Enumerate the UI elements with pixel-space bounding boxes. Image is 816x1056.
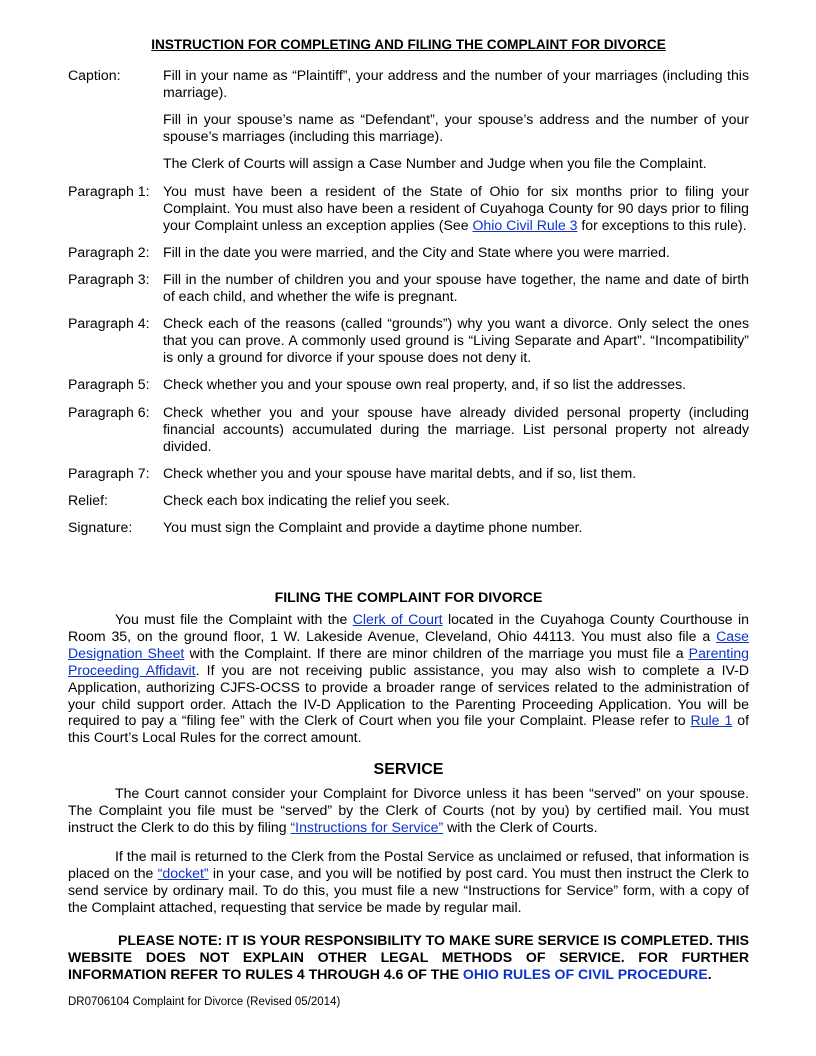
instruction-label: Signature: (68, 519, 133, 536)
service-paragraph-2 (68, 848, 749, 916)
instruction-paragraph-7 (68, 465, 749, 482)
parenting-proceeding-affidavit-link[interactable]: Parenting Proceeding Affidavit (68, 644, 750, 678)
instruction-paragraph-4 (68, 315, 749, 366)
instruction-text (163, 67, 749, 172)
note-end: . (707, 966, 712, 983)
filing-text: of this Court’s Local Rules for the correct amount. (68, 712, 749, 746)
instruction-caption (68, 67, 749, 172)
instruction-label: Paragraph 2: (68, 243, 150, 260)
instruction-label: Paragraph 7: (68, 464, 150, 481)
filing-text: . If you are not receiving public assistance, you may also wish to complete a IV-D Application, authorizing CJFS-OCSS to provide a broader range of services related to the administration of your child support order. Attach the IV-D Application to the Parenting Proceeding Application. You will be required to pay a “filing fee” with the Clerk of Court when you file your Complaint. Please refer to (68, 661, 750, 729)
please-note-warning (68, 932, 749, 984)
service-text: The Court cannot consider your Complaint for Divorce unless it has been “served” on your spouse. The Complaint you file must be “served” by the Clerk of Courts (not by you) by certified mail. You must instruct the Clerk to do this by filing (68, 785, 749, 835)
instruction-label: Paragraph 5: (68, 376, 150, 393)
instruction-label: Caption: (68, 67, 121, 83)
instruction-label: Paragraph 3: (68, 271, 150, 288)
service-text: with the Clerk of Courts. (443, 818, 598, 835)
ohio-rules-civil-procedure-link[interactable]: OHIO RULES OF CIVIL PROCEDURE (462, 966, 708, 983)
instruction-label: Paragraph 6: (68, 403, 150, 420)
form-footer: DR0706104 Complaint for Divorce (Revised 05/2014) (68, 996, 341, 1008)
instruction-text: You must sign the Complaint and provide a daytime phone number. (163, 519, 583, 536)
instruction-relief (68, 492, 749, 509)
instruction-text: Fill in the number of children you and your spouse have together, the name and date of birth of each child, and whether the wife is pregnant. (163, 271, 749, 305)
instruction-text: Check whether you and your spouse have already divided personal property (including financial accounts) accumulated during the marriage. List personal property not already divided. (163, 403, 749, 454)
filing-section-title: FILING THE COMPLAINT FOR DIVORCE (274, 589, 543, 605)
service-text: If the mail is returned to the Clerk from the Postal Service as unclaimed or refused, that information is placed on the (68, 848, 749, 881)
instruction-text: Check whether you and your spouse own real property, and, if so list the addresses. (163, 376, 687, 393)
filing-paragraph (68, 611, 749, 746)
instruction-label: Relief: (68, 492, 108, 509)
instruction-text (163, 183, 749, 234)
instruction-text: Fill in the date you were married, and the City and State where you were married. (163, 243, 670, 260)
service-paragraph-1 (68, 785, 749, 836)
case-designation-sheet-link[interactable]: Case Designation Sheet (68, 627, 749, 661)
docket-link[interactable]: “docket” (157, 864, 209, 881)
instruction-paragraph-3 (68, 271, 749, 305)
service-section-title: SERVICE (373, 761, 444, 778)
document-title: INSTRUCTION FOR COMPLETING AND FILING THE COMPLAINT FOR DIVORCE (151, 37, 666, 52)
ohio-civil-rule-3-link[interactable]: Ohio Civil Rule 3 (472, 216, 578, 233)
instruction-paragraph-6 (68, 404, 749, 455)
instruction-paragraph-1 (68, 183, 749, 234)
residency-text: You must have been a resident of the State of Ohio for six months prior to filing your Complaint. You must also have been a resident of Cuyahoga County for 90 days prior to filing your Complaint unless an exception applies (See (163, 182, 749, 233)
filing-text: with the Complaint. If there are minor children of the marriage you must file a (184, 644, 689, 661)
instructions-list (68, 67, 749, 547)
instruction-label: Paragraph 1: (68, 182, 150, 199)
note-text: PLEASE NOTE: IT IS YOUR RESPONSIBILITY TO MAKE SURE SERVICE IS COMPLETED. THIS WEBSITE DOES NOT EXPLAIN OTHER LEGAL METHODS OF SERVICE. FOR FURTHER INFORMATION REFER TO RULES 4 THROUGH 4.6 OF THE (68, 932, 749, 983)
caption-plaintiff-text: Fill in your name as “Plaintiff”, your address and the number of your marriages (including this marriage). (163, 67, 749, 100)
instructions-for-service-link[interactable]: “Instructions for Service” (290, 818, 444, 835)
instruction-paragraph-5 (68, 376, 749, 393)
clerk-of-court-link[interactable]: Clerk of Court (352, 611, 443, 627)
instruction-text: Check whether you and your spouse have marital debts, and if so, list them. (163, 464, 637, 481)
instruction-label: Paragraph 4: (68, 315, 150, 332)
residency-text-end: for exceptions to this rule). (577, 216, 747, 233)
instruction-signature (68, 519, 749, 536)
filing-text: You must file the Complaint with the (115, 611, 353, 627)
instruction-text: Check each of the reasons (called “grounds”) why you want a divorce. Only select the ones that you can prove. A commonly used ground is “Living Separate and Apart”. “Incompatibility” is only a ground for divorce if your spouse does not deny it. (163, 315, 749, 366)
instruction-paragraph-2 (68, 244, 749, 261)
caption-defendant-text: Fill in your spouse’s name as “Defendant”, your spouse’s address and the number of your spouse’s marriages (including this marriage). (163, 111, 749, 145)
instruction-text: Check each box indicating the relief you seek. (163, 492, 450, 509)
rule-1-link[interactable]: Rule 1 (690, 712, 733, 729)
caption-case-number-text: The Clerk of Courts will assign a Case Number and Judge when you file the Complaint. (163, 155, 707, 172)
filing-text: located in the Cuyahoga County Courthouse in Room 35, on the ground floor, 1 W. Lakeside Avenue, Cleveland, Ohio 44113. You must also file a (68, 611, 749, 644)
service-text: in your case, and you will be notified by post card. You must then instruct the Clerk to send service by ordinary mail. To do this, you must file a new “Instructions for Service” form, with a copy of the Complaint attached, requesting that service be made by regular mail. (68, 864, 749, 915)
